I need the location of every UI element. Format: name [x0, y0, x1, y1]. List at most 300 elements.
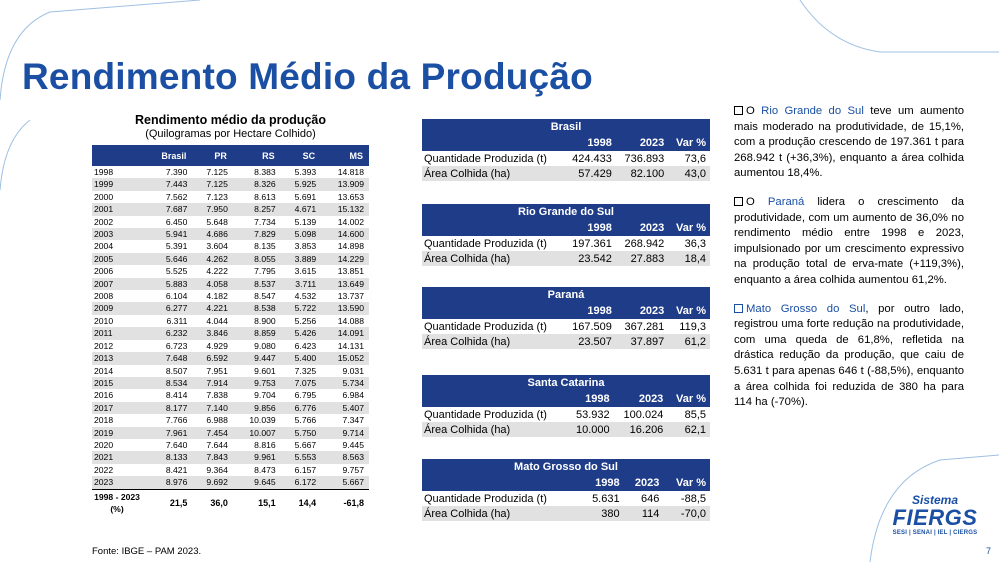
state-row-label: Quantidade Produzida (t)	[424, 237, 547, 250]
yield-value-cell: 8.900	[254, 315, 276, 326]
yield-value-cell: 6.723	[165, 340, 188, 351]
yield-col-header: MS	[321, 145, 369, 166]
yield-value-cell: 8.534	[145, 377, 192, 389]
yield-table-row	[92, 240, 369, 252]
state-row-value: 424.433	[572, 152, 612, 165]
state-row-value: -88,5	[680, 492, 706, 505]
yield-table-row	[92, 427, 369, 439]
yield-value-cell: 9.080	[254, 340, 276, 351]
bullet-prefix: O	[746, 195, 768, 208]
yield-value-cell: 13.590	[321, 302, 369, 314]
yield-table-row	[92, 203, 369, 215]
yield-table-row	[92, 166, 369, 178]
yield-value-cell: 8.538	[233, 302, 281, 314]
state-row-value: 18,4	[668, 251, 710, 266]
page-title: Rendimento Médio da Produção	[22, 56, 593, 97]
yield-value-cell: 5.646	[145, 253, 192, 265]
bullet-paragraph	[734, 104, 964, 182]
state-table-row	[422, 236, 710, 251]
yield-table-row	[92, 315, 369, 327]
yield-value-cell: 8.547	[254, 291, 276, 302]
state-table-corner	[422, 135, 563, 151]
yield-value-cell: 9.447	[233, 352, 281, 364]
state-row-value: 36,3	[684, 237, 706, 250]
yield-value-cell: 7.687	[145, 203, 192, 215]
yield-value-cell: 8.133	[145, 451, 192, 463]
yield-value-cell: 5.139	[294, 216, 317, 227]
yield-table	[92, 145, 369, 516]
yield-table-row	[92, 476, 369, 489]
state-row-label: Quantidade Produzida (t)	[424, 320, 547, 333]
yield-value-cell: 5.722	[281, 302, 322, 314]
yield-value-cell: 5.525	[165, 266, 188, 277]
state-table-block	[422, 375, 710, 437]
yield-value-cell: 9.757	[342, 464, 364, 475]
yield-value-cell: 8.383	[254, 167, 276, 177]
yield-value-cell: 8.473	[254, 464, 276, 475]
yield-year-cell: 2021	[92, 451, 145, 463]
state-row-label: Quantidade Produzida (t)	[424, 152, 547, 165]
yield-table-row	[92, 439, 369, 451]
state-row-label: Área Colhida (ha)	[422, 334, 563, 349]
bullet-text: , por outro lado, registrou uma forte redução na produtividade, com uma queda de 61,8%, refletida na drástica redução da produção, que caiu de 5.631 t para apenas 646 t (-88,5%), enquanto a área colhida foi reduzida de 380 ha para 114 ha (-70%).	[734, 302, 964, 409]
bullet-text: lidera o crescimento da produtividade, com um aumento de 36,0% no rendimento médio entre 1998 e 2023, impulsionado por um crescimento expressivo na produção total de erva-mate (+119,3%), enquanto a área colhida aumentou 61,2%.	[734, 195, 964, 286]
yield-year-cell: 2009	[92, 302, 145, 314]
yield-value-cell: 9.601	[254, 365, 276, 376]
yield-variation-value: 14,4	[281, 489, 322, 516]
bullet-paragraph	[734, 195, 964, 289]
yield-table-row	[92, 302, 369, 314]
yield-value-cell: 4.182	[206, 291, 228, 302]
state-row-value: 73,6	[684, 152, 706, 165]
yield-value-cell: 7.390	[165, 167, 188, 177]
yield-value-cell: 13.851	[337, 266, 364, 277]
logo-line-2: FIERGS	[892, 505, 978, 530]
yield-value-cell: 4.222	[206, 266, 228, 277]
yield-year-cell: 2017	[92, 402, 145, 414]
yield-value-cell: 4.532	[294, 291, 317, 302]
yield-value-cell: 14.229	[321, 253, 369, 265]
state-row-value: 82.100	[616, 166, 668, 181]
state-row-value: 646	[641, 492, 660, 505]
yield-variation-value: -61,8	[321, 489, 369, 516]
state-table-row	[422, 166, 710, 181]
yield-year-cell: 2008	[94, 291, 114, 302]
yield-value-cell: 7.562	[165, 191, 188, 202]
yield-value-cell: 5.667	[294, 439, 317, 450]
yield-value-cell: 7.640	[165, 439, 188, 450]
yield-value-cell: 6.232	[145, 327, 192, 339]
yield-year-cell: 2013	[92, 352, 145, 364]
yield-value-cell: 10.007	[233, 427, 281, 439]
yield-value-cell: 7.829	[233, 228, 281, 240]
yield-value-cell: 9.753	[233, 377, 281, 389]
state-row-label: Área Colhida (ha)	[422, 422, 567, 437]
yield-value-cell: 7.454	[192, 427, 233, 439]
yield-value-cell: 7.347	[342, 415, 364, 426]
state-row-value: 367.281	[624, 320, 665, 333]
yield-value-cell: 3.615	[294, 266, 317, 277]
yield-value-cell: 5.667	[321, 476, 369, 489]
yield-value-cell: 7.914	[192, 377, 233, 389]
yield-year-cell: 2007	[92, 278, 145, 290]
state-table-col-header: 2023	[616, 135, 668, 151]
yield-value-cell: 5.648	[206, 216, 228, 227]
yield-year-cell: 2014	[94, 365, 114, 376]
yield-value-cell: 7.951	[206, 365, 228, 376]
state-table-title: Santa Catarina	[422, 375, 710, 391]
logo-line-1: Sistema	[911, 493, 959, 507]
bullet-highlight: Paraná	[767, 195, 805, 208]
yield-col-header: RS	[233, 145, 281, 166]
yield-value-cell: 6.988	[206, 415, 228, 426]
yield-value-cell: 15.132	[321, 203, 369, 215]
yield-table-row	[92, 414, 369, 426]
yield-year-cell: 2011	[92, 327, 145, 339]
yield-value-cell: 7.125	[206, 167, 228, 177]
yield-value-cell: 8.816	[254, 439, 276, 450]
yield-year-cell: 2004	[94, 241, 114, 252]
state-table-row	[422, 251, 710, 266]
yield-value-cell: 7.325	[294, 365, 317, 376]
state-table-col-header: Var %	[663, 475, 710, 491]
state-row-label: Área Colhida (ha)	[422, 251, 563, 266]
yield-table-row	[92, 253, 369, 265]
yield-value-cell: 3.846	[192, 327, 233, 339]
state-row-value: 380	[580, 506, 624, 521]
yield-year-cell: 1998	[94, 167, 114, 177]
yield-year-cell: 2000	[94, 191, 114, 202]
yield-value-cell: 7.140	[192, 402, 233, 414]
logo-line-3: SESI | SENAI | IEL | CIERGS	[892, 530, 978, 536]
yield-table-row	[92, 191, 369, 203]
yield-value-cell: 14.091	[321, 327, 369, 339]
yield-value-cell: 14.600	[321, 228, 369, 240]
state-row-value: 43,0	[668, 166, 710, 181]
state-table-col-header: Var %	[668, 220, 710, 236]
state-table-row	[422, 422, 710, 437]
state-row-value: 5.631	[592, 492, 620, 505]
bullet-paragraph	[734, 302, 964, 411]
state-row-value: 736.893	[624, 152, 665, 165]
state-row-label: Área Colhida (ha)	[422, 506, 580, 521]
yield-value-cell: 6.592	[192, 352, 233, 364]
state-row-value: 27.883	[616, 251, 668, 266]
yield-value-cell: 6.984	[342, 390, 364, 401]
yield-table-subtitle: (Quilogramas por Hectare Colhido)	[145, 128, 316, 140]
state-row-value: 37.897	[616, 334, 668, 349]
checkbox-bullet-icon	[734, 106, 743, 115]
state-table-block	[422, 119, 710, 181]
yield-value-cell: 8.421	[165, 464, 188, 475]
yield-value-cell: 8.135	[254, 241, 276, 252]
yield-value-cell: 6.450	[165, 216, 188, 227]
yield-value-cell: 4.671	[281, 203, 322, 215]
state-table-row	[422, 491, 710, 506]
yield-value-cell: 5.766	[294, 415, 317, 426]
yield-year-cell: 2020	[94, 439, 114, 450]
yield-table-row	[92, 352, 369, 364]
state-row-value: 197.361	[572, 237, 612, 250]
yield-value-cell: 14.002	[337, 216, 364, 227]
state-table-col-header: 1998	[563, 303, 615, 319]
yield-value-cell: 13.649	[321, 278, 369, 290]
state-table-col-header: Var %	[667, 391, 710, 407]
yield-value-cell: 3.711	[281, 278, 322, 290]
state-table-corner	[422, 391, 567, 407]
state-row-value: 62,1	[667, 422, 710, 437]
yield-year-cell: 1999	[92, 178, 145, 190]
yield-value-cell: 8.414	[165, 390, 188, 401]
yield-value-cell: 8.563	[321, 451, 369, 463]
yield-year-cell: 2006	[94, 266, 114, 277]
yield-year-cell: 2015	[92, 377, 145, 389]
yield-value-cell: 7.795	[254, 266, 276, 277]
state-row-value: 23.507	[563, 334, 615, 349]
yield-value-cell: 4.044	[206, 315, 228, 326]
yield-value-cell: 6.311	[166, 315, 188, 326]
state-table-col-header: 1998	[580, 475, 624, 491]
yield-value-cell: 7.075	[281, 377, 322, 389]
state-table-col-header: 1998	[567, 391, 614, 407]
yield-value-cell: 14.131	[337, 340, 364, 351]
yield-value-cell: 4.058	[192, 278, 233, 290]
state-table-block	[422, 287, 710, 349]
yield-col-header: SC	[281, 145, 322, 166]
state-table-col-header: Var %	[668, 135, 710, 151]
yield-table-row	[92, 402, 369, 414]
yield-value-cell: 8.976	[145, 476, 192, 489]
yield-table-row	[92, 451, 369, 463]
yield-value-cell: 9.445	[342, 439, 364, 450]
yield-value-cell: 8.257	[233, 203, 281, 215]
yield-value-cell: 4.686	[192, 228, 233, 240]
yield-value-cell: 9.645	[233, 476, 281, 489]
yield-value-cell: 6.795	[294, 390, 317, 401]
state-row-label: Quantidade Produzida (t)	[424, 408, 547, 421]
yield-value-cell: 7.950	[192, 203, 233, 215]
bullet-highlight: Rio Grande do Sul	[761, 105, 864, 117]
state-table-col-header: 1998	[563, 135, 615, 151]
state-table-title: Rio Grande do Sul	[422, 204, 710, 220]
yield-value-cell: 5.098	[281, 228, 322, 240]
yield-value-cell: 6.423	[294, 340, 317, 351]
yield-col-header-year	[92, 145, 145, 166]
yield-year-cell: 2005	[92, 253, 145, 265]
yield-value-cell: 7.443	[145, 178, 192, 190]
state-table-row	[422, 334, 710, 349]
yield-variation-label: 1998 - 2023 (%)	[92, 489, 145, 516]
state-table	[422, 204, 710, 266]
checkbox-bullet-icon	[734, 197, 743, 206]
yield-value-cell: 5.734	[321, 377, 369, 389]
yield-value-cell: 7.838	[206, 390, 228, 401]
yield-year-cell: 2003	[92, 228, 145, 240]
yield-value-cell: 9.714	[321, 427, 369, 439]
yield-table-row	[92, 290, 369, 302]
yield-table-block	[92, 113, 369, 516]
state-table	[422, 287, 710, 349]
yield-value-cell: 8.859	[233, 327, 281, 339]
state-table-col-header: 2023	[616, 220, 668, 236]
yield-value-cell: 5.391	[165, 241, 188, 252]
yield-value-cell: 6.104	[165, 291, 188, 302]
yield-value-cell: 5.883	[145, 278, 192, 290]
bullet-list	[734, 104, 964, 424]
yield-value-cell: 5.941	[145, 228, 192, 240]
yield-year-cell: 2012	[94, 340, 114, 351]
yield-value-cell: 9.692	[192, 476, 233, 489]
yield-table-row	[92, 278, 369, 290]
yield-value-cell: 3.889	[281, 253, 322, 265]
state-row-value: 61,2	[668, 334, 710, 349]
yield-variation-value: 36,0	[192, 489, 233, 516]
yield-year-cell: 2022	[94, 464, 114, 475]
state-table	[422, 119, 710, 181]
state-table	[422, 375, 710, 437]
state-row-label: Quantidade Produzida (t)	[424, 492, 547, 505]
yield-table-row	[92, 365, 369, 377]
checkbox-bullet-icon	[734, 304, 743, 313]
yield-col-header: Brasil	[145, 145, 192, 166]
state-row-value: 167.509	[572, 320, 612, 333]
state-row-value: 16.206	[614, 422, 668, 437]
yield-value-cell: 3.853	[294, 241, 317, 252]
yield-value-cell: 7.843	[192, 451, 233, 463]
state-table-row	[422, 506, 710, 521]
yield-year-cell: 2019	[92, 427, 145, 439]
page-number: 7	[986, 546, 992, 556]
yield-year-cell: 2010	[94, 315, 114, 326]
state-table-corner	[422, 475, 580, 491]
yield-value-cell: 13.909	[321, 178, 369, 190]
yield-value-cell: 13.653	[337, 191, 364, 202]
yield-value-cell: 5.400	[281, 352, 322, 364]
yield-value-cell: 9.364	[206, 464, 228, 475]
yield-value-cell: 5.925	[281, 178, 322, 190]
yield-value-cell: 7.734	[254, 216, 276, 227]
state-table	[422, 459, 710, 521]
state-row-value: 10.000	[567, 422, 614, 437]
yield-value-cell: 4.262	[192, 253, 233, 265]
state-row-label: Área Colhida (ha)	[422, 166, 563, 181]
yield-variation-value: 21,5	[145, 489, 192, 516]
yield-value-cell: 7.644	[206, 439, 228, 450]
yield-value-cell: 5.691	[294, 191, 317, 202]
yield-value-cell: 6.277	[145, 302, 192, 314]
state-table-corner	[422, 220, 563, 236]
yield-table-row	[92, 340, 369, 352]
yield-value-cell: 8.507	[165, 365, 188, 376]
bullet-text: teve um aumento mais moderado na produtividade, de 15,1%, com a produção crescendo de 197.361 t para 268.942 t (+36,3%), enquanto a área colhida aumentou 18,4%.	[734, 105, 964, 180]
yield-value-cell: 6.776	[281, 402, 322, 414]
state-row-value: 53.932	[576, 408, 610, 421]
yield-value-cell: 5.750	[281, 427, 322, 439]
fiergs-logo	[890, 494, 980, 537]
yield-value-cell: 14.818	[337, 167, 364, 177]
state-table-col-header: 2023	[624, 475, 664, 491]
yield-value-cell: 9.856	[233, 402, 281, 414]
yield-variation-row	[92, 489, 369, 516]
yield-year-cell: 2018	[94, 415, 114, 426]
state-row-value: 85,5	[684, 408, 706, 421]
yield-value-cell: 14.088	[337, 315, 364, 326]
yield-table-row	[92, 464, 369, 476]
state-row-value: 268.942	[624, 237, 665, 250]
state-table-title: Mato Grosso do Sul	[422, 459, 710, 475]
yield-value-cell: 4.221	[192, 302, 233, 314]
yield-year-cell: 2016	[94, 390, 114, 401]
yield-value-cell: 5.426	[281, 327, 322, 339]
state-row-value: -70,0	[663, 506, 710, 521]
yield-value-cell: 8.177	[145, 402, 192, 414]
yield-year-cell: 2001	[92, 203, 145, 215]
yield-year-cell: 2002	[94, 216, 114, 227]
yield-value-cell: 9.961	[233, 451, 281, 463]
state-table-corner	[422, 303, 563, 319]
yield-year-cell: 2023	[92, 476, 145, 489]
yield-value-cell: 6.172	[281, 476, 322, 489]
state-row-value: 100.024	[623, 408, 664, 421]
yield-table-row	[92, 216, 369, 228]
yield-value-cell: 15.052	[321, 352, 369, 364]
yield-value-cell: 5.407	[321, 402, 369, 414]
yield-value-cell: 7.961	[145, 427, 192, 439]
yield-value-cell: 9.031	[342, 365, 364, 376]
yield-value-cell: 10.039	[249, 415, 276, 426]
yield-col-header: PR	[192, 145, 233, 166]
state-table-block	[422, 204, 710, 266]
yield-table-row	[92, 265, 369, 277]
yield-value-cell: 14.898	[337, 241, 364, 252]
yield-table-row	[92, 377, 369, 389]
yield-table-title: Rendimento médio da produção	[135, 113, 326, 127]
state-table-title: Brasil	[422, 119, 710, 135]
source-note: Fonte: IBGE – PAM 2023.	[92, 546, 202, 557]
state-row-value: 23.542	[563, 251, 615, 266]
yield-value-cell: 7.648	[145, 352, 192, 364]
state-table-col-header: 2023	[616, 303, 668, 319]
yield-value-cell: 5.393	[294, 167, 317, 177]
state-row-value: 119,3	[679, 320, 706, 333]
state-row-value: 114	[624, 506, 664, 521]
yield-value-cell: 3.604	[206, 241, 228, 252]
bullet-highlight: Mato Grosso do Sul	[746, 302, 866, 315]
yield-value-cell: 6.157	[294, 464, 317, 475]
yield-value-cell: 4.929	[206, 340, 228, 351]
state-table-row	[422, 151, 710, 166]
yield-value-cell: 8.326	[233, 178, 281, 190]
state-table-col-header: 1998	[563, 220, 615, 236]
yield-table-row	[92, 178, 369, 190]
yield-table-row	[92, 228, 369, 240]
yield-value-cell: 7.123	[206, 191, 228, 202]
state-table-row	[422, 407, 710, 422]
state-table-col-header: 2023	[614, 391, 668, 407]
yield-value-cell: 7.766	[165, 415, 188, 426]
yield-variation-value: 15,1	[233, 489, 281, 516]
state-row-value: 57.429	[563, 166, 615, 181]
yield-value-cell: 8.055	[233, 253, 281, 265]
bullet-prefix: O	[746, 105, 762, 117]
yield-table-row	[92, 327, 369, 339]
yield-value-cell: 5.256	[294, 315, 317, 326]
state-table-row	[422, 319, 710, 334]
state-table-title: Paraná	[422, 287, 710, 303]
state-table-col-header: Var %	[668, 303, 710, 319]
yield-value-cell: 9.704	[254, 390, 276, 401]
yield-table-row	[92, 389, 369, 401]
